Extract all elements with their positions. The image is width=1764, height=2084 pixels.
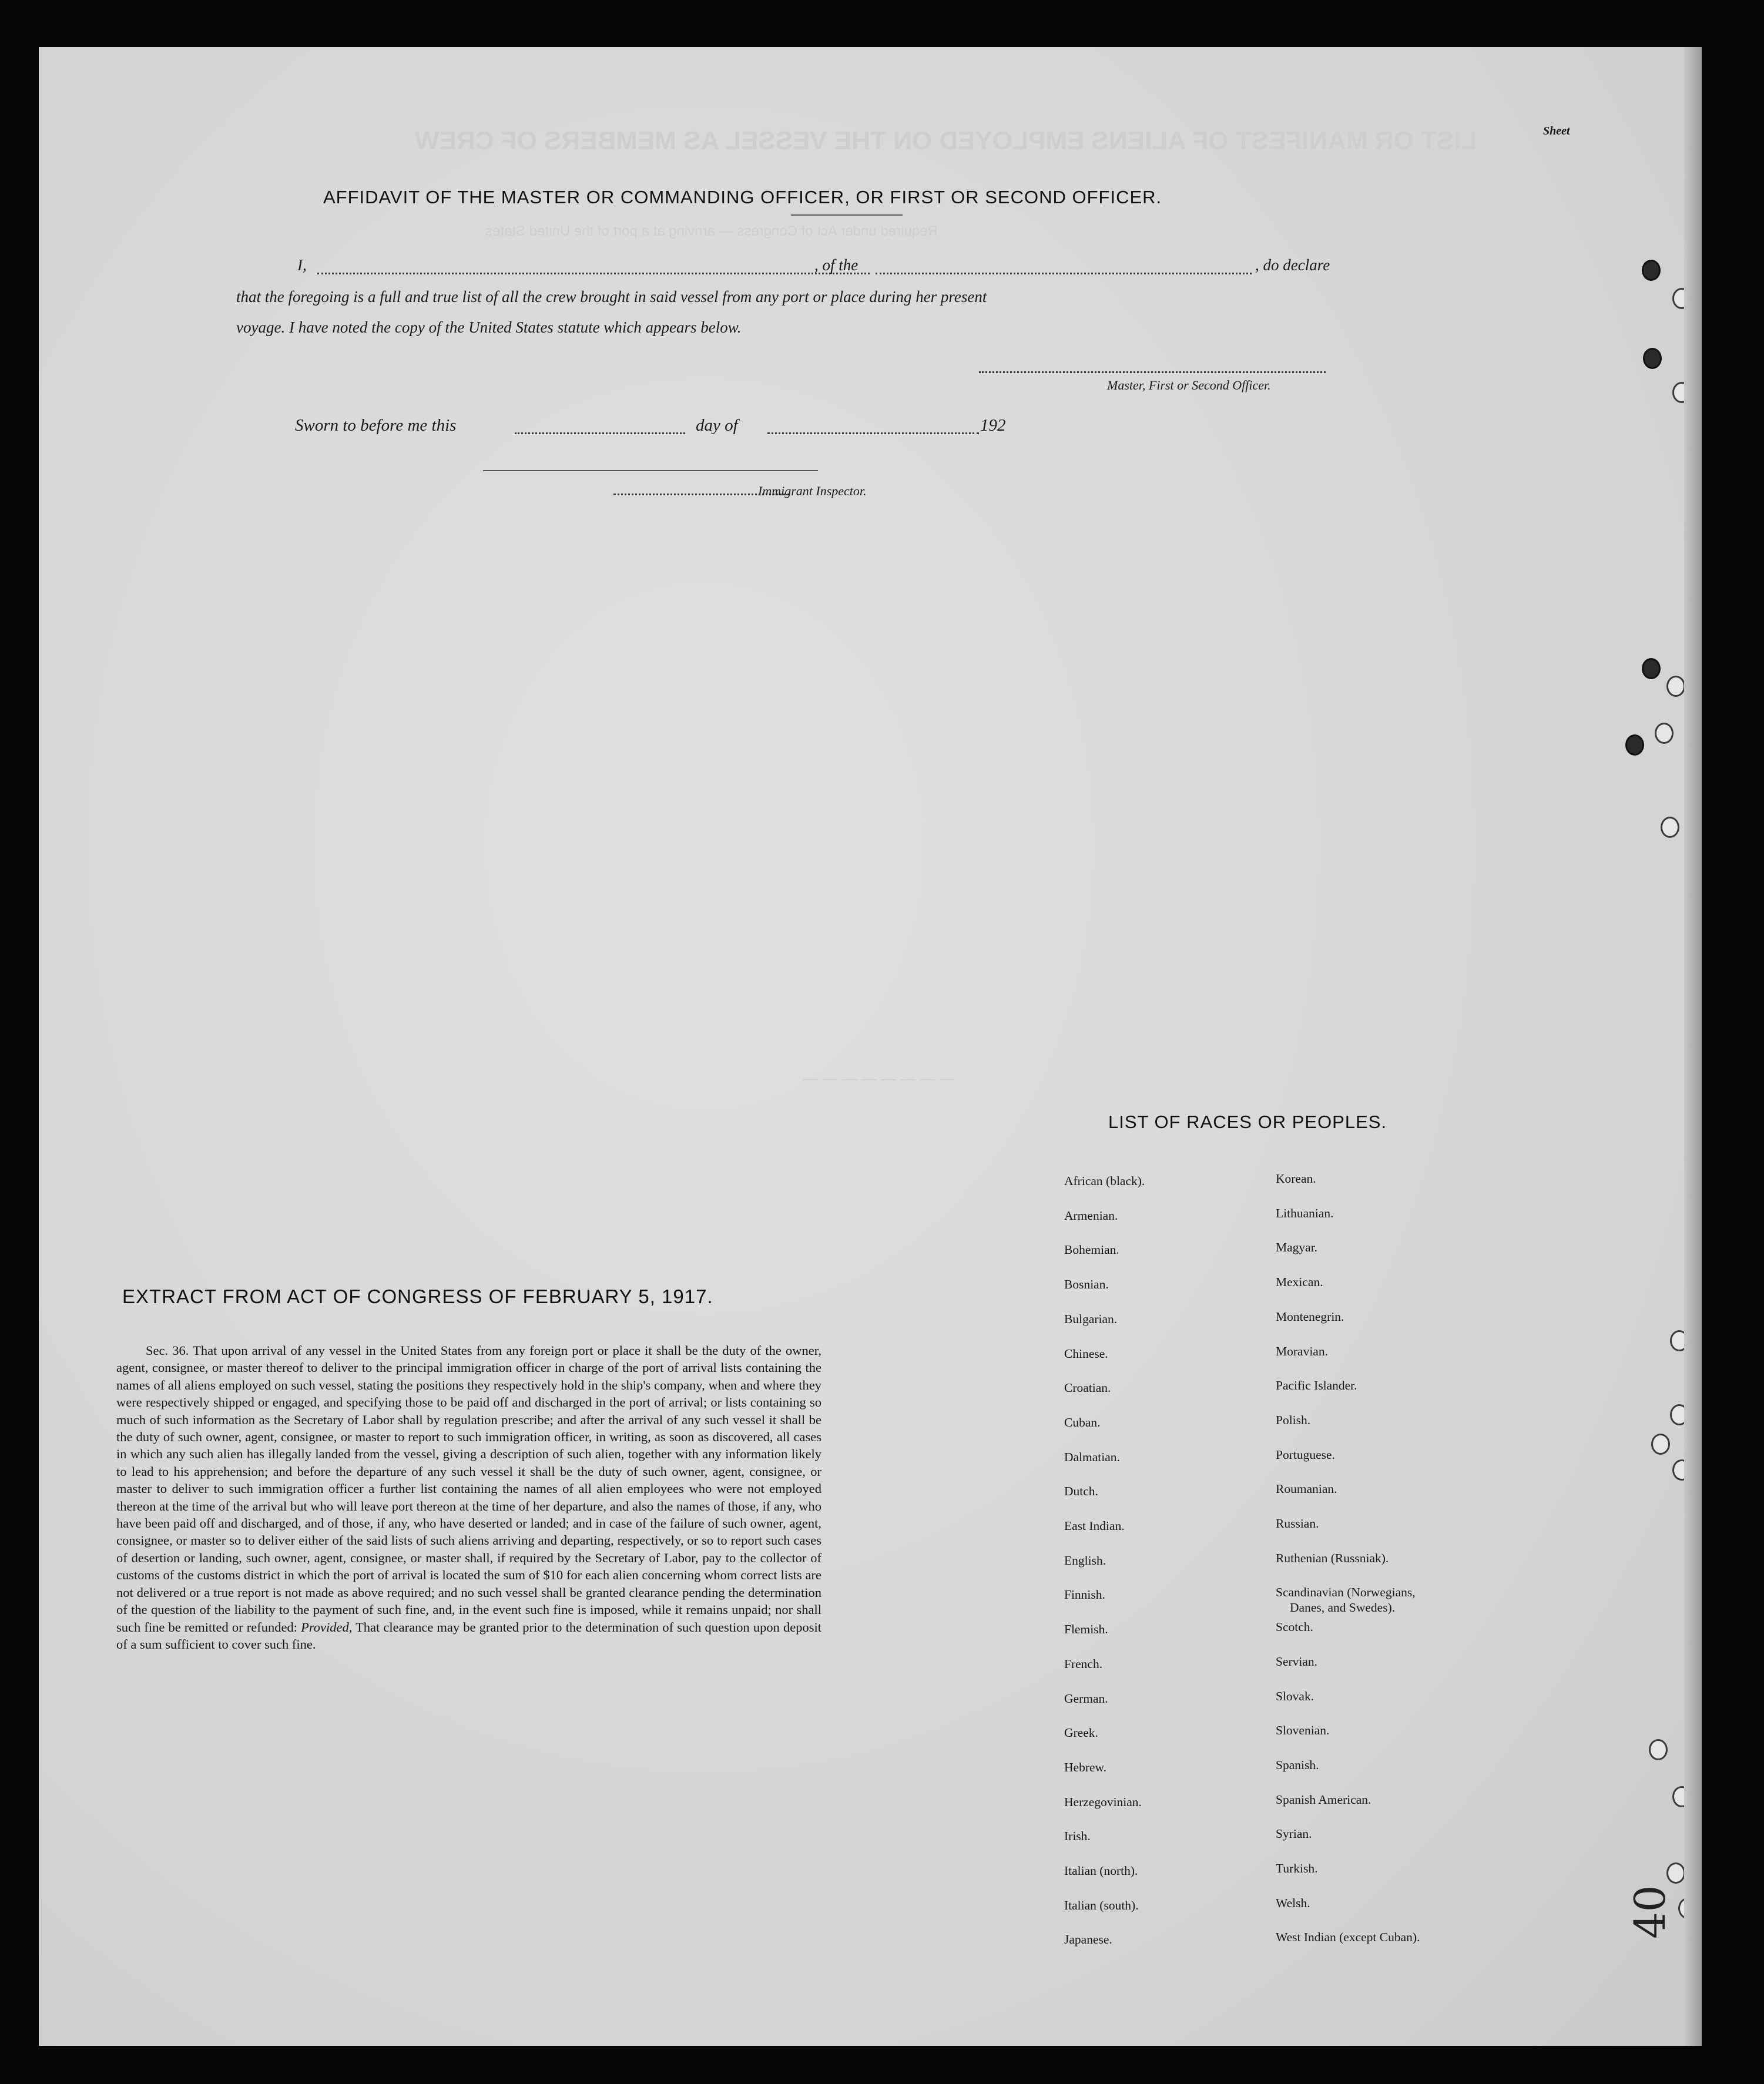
sworn-year: 192: [980, 416, 1006, 435]
race-item: Turkish.: [1276, 1861, 1318, 1875]
race-item: Servian.: [1276, 1654, 1318, 1669]
provided-word: Provided,: [301, 1619, 353, 1635]
race-item: Dutch.: [1064, 1484, 1098, 1499]
handwritten-page-number: 40: [1625, 1885, 1675, 1939]
race-item: Slovenian.: [1276, 1723, 1330, 1738]
race-item: Pacific Islander.: [1276, 1378, 1357, 1393]
race-item: Croatian.: [1064, 1381, 1111, 1395]
races-title: LIST OF RACES OR PEOPLES.: [1108, 1112, 1387, 1132]
race-item: Montenegrin.: [1276, 1309, 1344, 1324]
race-item: English.: [1064, 1553, 1106, 1568]
race-item: Armenian.: [1064, 1208, 1118, 1223]
race-item: Moravian.: [1276, 1344, 1328, 1358]
sworn-day-field[interactable]: [515, 432, 685, 434]
race-item: Lithuanian.: [1276, 1206, 1334, 1220]
race-item: Polish.: [1276, 1412, 1311, 1427]
race-item: East Indian.: [1064, 1519, 1125, 1533]
race-item: Scotch.: [1276, 1620, 1313, 1635]
race-item: German.: [1064, 1691, 1108, 1706]
bleed-through-text-3: — — — — — — — —: [803, 1069, 955, 1087]
race-item: French.: [1064, 1656, 1103, 1671]
bleed-through-text: LIST OR MANIFEST OF ALIENS EMPLOYED ON THE VESSEL AS MEMBERS OF CREW: [415, 126, 1477, 155]
race-item: Portuguese.: [1276, 1447, 1335, 1462]
punch-hole-icon: [1666, 1862, 1685, 1884]
race-item: Italian (north).: [1064, 1864, 1138, 1878]
race-item: Greek.: [1064, 1726, 1098, 1740]
race-item: Finnish.: [1064, 1588, 1105, 1602]
race-item: Bohemian.: [1064, 1243, 1119, 1257]
sworn-prefix: Sworn to before me this: [295, 416, 457, 435]
race-item: Mexican.: [1276, 1275, 1323, 1290]
race-item: Flemish.: [1064, 1622, 1108, 1637]
punch-hole-icon: [1642, 658, 1661, 679]
race-item: Korean.: [1276, 1172, 1316, 1186]
master-signature-field[interactable]: [979, 371, 1326, 373]
statute-text: [116, 1342, 821, 1653]
race-item-continuation: Danes, and Swedes).: [1290, 1600, 1396, 1615]
race-item: Scandinavian (Norwegians,: [1276, 1585, 1416, 1600]
race-item: Dalmatian.: [1064, 1449, 1120, 1464]
provided-text: That clearance may be granted prior to the determination of such question upon deposit of a sum sufficient to cover such fine.: [116, 1619, 822, 1652]
race-item: Herzegovinian.: [1064, 1794, 1142, 1809]
race-item: Bulgarian.: [1064, 1311, 1118, 1326]
punch-hole-icon: [1643, 348, 1662, 369]
punch-hole-icon: [1649, 1739, 1668, 1760]
punch-hole-icon: [1642, 260, 1661, 281]
race-item: Slovak.: [1276, 1689, 1314, 1703]
inspector-label: Immigrant Inspector.: [758, 484, 867, 498]
section-body: That upon arrival of any vessel in the United States from any foreign port or place it shall be the duty of the owner, agent, consignee, or master thereof to deliver to the principal immigration officer in charge of the port of arrival lists containing the names of all aliens employed on such vessel, stating the positions they respectively hold in the ship's company, when and where they were respectively shipped or engaged, and specifying those to be paid off and discharged in the port of arrival; or lists containing so much of such information as the Secretary of Labor shall by regulation prescribe; and after the arrival of any such vessel it shall be the duty of such owner, agent, consignee, or master to report to such immigration officer, in writing, as soon as discovered, all cases in which any such alien has illegally landed from the vessel, giving a description of such alien, together with any information likely to lead to his apprehension; and before the departure of any such vessel it shall be the duty of such owner, agent, consignee, or master to deliver to such immigration officer a further list containing the names of all alien employees who were not employed thereon at the time of the arrival but who will leave port thereon at the time of her departure, and also the names of those, if any, who have been paid off and discharged, and of those, if any, who have deserted or landed; and in case of the failure of such owner, agent, consignee, or master so to deliver either of the said lists of such aliens arriving and departing, respectively, or so to report such cases of desertion or landing, such owner, agent, consignee, or master shall, if required by the Secretary of Labor, pay to the collector of customs of the customs district in which the port of arrival is located the sum of $10 for each alien concerning whom correct lists are not delivered or a true report is not made as above required; and no such vessel shall be granted clearance pending the determination of the question of the liability to the payment of such fine, and, in the event such fine is imposed, while it remains unpaid; nor shall such fine be remitted or refunded:: [116, 1343, 821, 1635]
race-item: Russian.: [1276, 1516, 1319, 1531]
race-item: Spanish.: [1276, 1757, 1319, 1772]
punch-hole-icon: [1655, 723, 1674, 744]
document-page: [39, 47, 1702, 2046]
race-item: Roumanian.: [1276, 1482, 1337, 1496]
race-item: Chinese.: [1064, 1346, 1108, 1361]
inspector-rule: [483, 470, 818, 471]
master-name-field[interactable]: [317, 273, 870, 274]
punch-hole-icon: [1666, 676, 1685, 697]
punch-hole-icon: [1651, 1434, 1670, 1455]
bleed-through-text-2: Required under Act of Congress — arriving at a port of the United States: [485, 223, 938, 239]
race-item: Irish.: [1064, 1829, 1091, 1844]
race-item: Welsh.: [1276, 1895, 1310, 1910]
race-item: Ruthenian (Russniak).: [1276, 1551, 1389, 1565]
affidavit-line-3: voyage. I have noted the copy of the United States statute which appears below.: [236, 318, 742, 336]
race-item: Bosnian.: [1064, 1277, 1109, 1292]
extract-title: EXTRACT FROM ACT OF CONGRESS OF FEBRUARY 5, 1917.: [122, 1286, 713, 1307]
punch-hole-icon: [1625, 734, 1644, 756]
master-signature-label: Master, First or Second Officer.: [1107, 378, 1271, 392]
section-label: Sec. 36.: [146, 1343, 189, 1358]
vessel-name-field[interactable]: [876, 273, 1252, 274]
affidavit-title: AFFIDAVIT OF THE MASTER OR COMMANDING OFFICER, OR FIRST OR SECOND OFFICER.: [323, 187, 1162, 207]
affidavit-title-rule: [791, 214, 903, 216]
race-item: Hebrew.: [1064, 1760, 1107, 1774]
race-item: Japanese.: [1064, 1932, 1112, 1947]
race-item: West Indian (except Cuban).: [1276, 1930, 1420, 1945]
race-item: Magyar.: [1276, 1240, 1318, 1255]
sworn-month-field[interactable]: [767, 432, 979, 434]
affidavit-i-label: I,: [297, 256, 307, 274]
race-item: Syrian.: [1276, 1827, 1312, 1841]
page-right-edge: [1684, 47, 1702, 2046]
race-item: Italian (south).: [1064, 1898, 1139, 1912]
affidavit-line-2: that the foregoing is a full and true list of all the crew brought in said vessel from any port or place during her present: [236, 288, 987, 306]
sworn-day-of: day of: [696, 416, 738, 435]
race-item: Spanish American.: [1276, 1792, 1371, 1807]
sheet-label: Sheet: [1543, 125, 1570, 137]
race-item: Cuban.: [1064, 1415, 1101, 1429]
race-item: African (black).: [1064, 1174, 1145, 1188]
affidavit-of-the-label: , of the: [814, 256, 858, 274]
punch-hole-icon: [1661, 817, 1679, 838]
affidavit-declare-label: , do declare: [1255, 256, 1330, 274]
